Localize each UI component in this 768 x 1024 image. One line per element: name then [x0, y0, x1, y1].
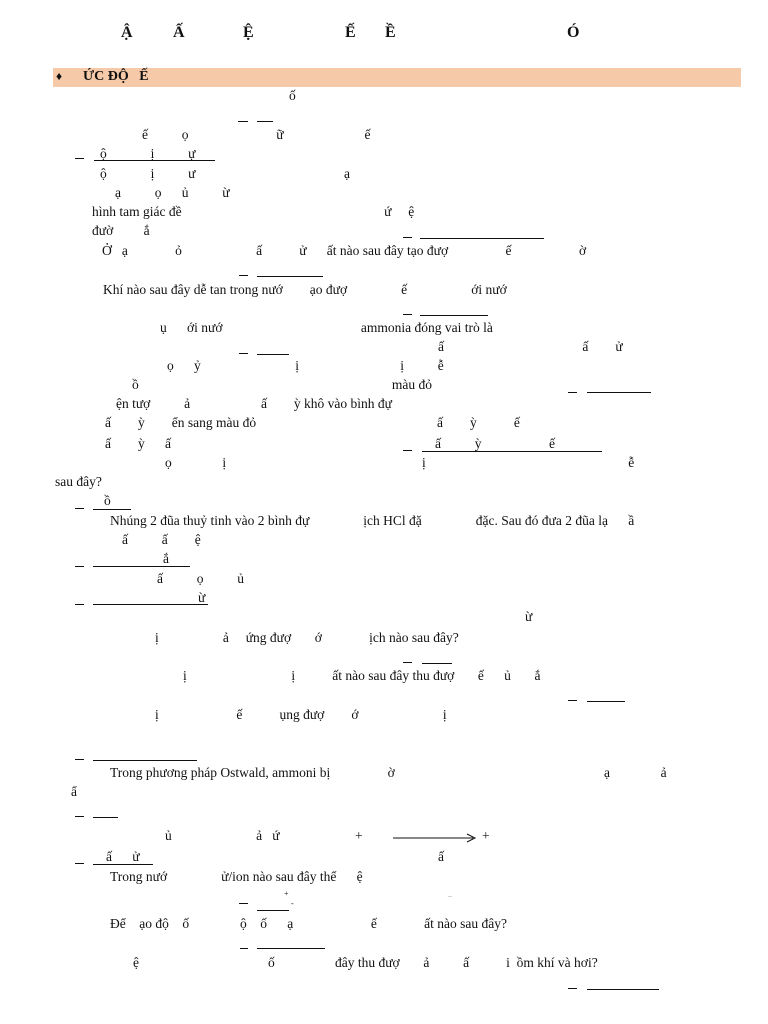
answer-underline	[93, 760, 197, 761]
text-line: Trong nướ ử/ion nào sau đây thể ệ	[110, 869, 363, 884]
answer-underline	[257, 910, 289, 911]
text-line: ẩ	[71, 784, 77, 799]
text-line: đây thu đượ ả ấ i ồm khí và hơi?	[335, 955, 598, 970]
text-line: sau đây?	[55, 474, 102, 489]
title-fragment-1: Ậ	[121, 24, 133, 41]
title-fragment-5: Ề	[385, 24, 396, 41]
answer-dash	[239, 353, 248, 354]
text-line: ấ ỳ ế	[435, 436, 555, 451]
text-line: ủ ả ứ	[165, 828, 280, 843]
answer-dash	[403, 450, 412, 451]
text-line: ấ ỳ ế	[437, 415, 520, 430]
text-line: ọ ị	[165, 455, 227, 470]
text-line: ấ ỳ ấ	[105, 436, 171, 451]
text-line: ộ ị ự	[100, 146, 196, 161]
text-line: ố	[289, 88, 296, 103]
text-line: ắ	[163, 551, 169, 566]
text-line: ừ	[198, 590, 206, 605]
text-line: ộ ị ư ạ	[100, 166, 350, 181]
text-line: ố	[268, 955, 275, 970]
text-line: Trong phương pháp Ostwald, ammoni bị ờ ạ ả	[110, 765, 667, 780]
text-line: ện tượ ả ấ ỳ khô vào bình đự	[116, 396, 392, 411]
underline	[238, 121, 248, 122]
text-line: ế ọ ữ ế	[142, 127, 371, 142]
text-line: ệ	[133, 955, 139, 970]
superscript-mark: -	[291, 899, 294, 908]
answer-dash	[75, 566, 84, 567]
answer-underline	[587, 701, 625, 702]
text-line: ấ ử	[106, 849, 140, 864]
text-line: +	[355, 828, 363, 843]
diamond-bullet-icon: ♦	[56, 69, 63, 83]
superscript-mark: _	[448, 889, 452, 898]
answer-dash	[568, 700, 577, 701]
text-line: hình tam giác đề ứ ệ	[92, 204, 415, 219]
answer-underline	[587, 392, 651, 393]
text-line: ị ị ất nào sau đây thu đượ ế ủ ắ	[183, 668, 541, 683]
answer-underline	[93, 566, 190, 567]
answer-underline	[420, 315, 488, 316]
answer-dash	[403, 314, 412, 315]
text-line: ộ ố ạ ế ất nào sau đây?	[240, 916, 507, 931]
text-line: ấ ấ ử	[438, 339, 623, 354]
superscript-mark: +	[284, 889, 289, 898]
text-line: Nhúng 2 đũa thuỷ tinh vào 2 bình đự ịch HCl đặ đặc. Sau đó đưa 2 đũa lạ ầ	[110, 513, 635, 528]
answer-underline	[420, 238, 544, 239]
section-header	[53, 68, 741, 87]
text-line: đườ ắ	[92, 223, 150, 238]
text-line: Ở ạ ỏ ấ ử ất nào sau đây tạo đượ ế ờ	[102, 243, 587, 258]
title-fragment-6: Ó	[567, 24, 580, 41]
answer-underline	[257, 276, 323, 277]
section-label: ỨC ĐỘ Ế	[83, 69, 149, 84]
answer-dash	[568, 392, 577, 393]
text-line: ấ ỳ ển sang màu đỏ	[105, 415, 257, 430]
answer-dash	[75, 604, 84, 605]
title-fragment-2: Ấ	[173, 24, 185, 41]
answer-dash	[75, 816, 84, 817]
answer-dash	[239, 275, 248, 276]
answer-underline	[93, 604, 208, 605]
answer-underline	[257, 354, 289, 355]
text-line: ị ả ứng đượ ớ ịch nào sau đây?	[155, 630, 459, 645]
answer-dash	[403, 237, 412, 238]
text-line: ồ	[104, 493, 111, 508]
answer-underline	[240, 948, 248, 949]
answer-underline	[257, 948, 325, 949]
right-arrow-icon	[393, 833, 477, 843]
text-line: Khí nào sau đây dễ tan trong nướ ạo đượ ế ới nướ	[103, 282, 507, 297]
answer-underline	[587, 989, 659, 990]
answer-dash	[75, 158, 84, 159]
answer-dash	[568, 988, 577, 989]
answer-dash	[75, 508, 84, 509]
text-line: +	[482, 828, 490, 843]
text-line: ụ ới nướ ammonia đóng vai trò là	[160, 320, 493, 335]
text-line: ị ễ	[422, 455, 635, 470]
answer-dash	[403, 662, 412, 663]
text-line: ị ế ụng đượ ớ ị	[155, 707, 447, 722]
text-line: ấ ọ ủ	[157, 571, 244, 586]
answer-dash	[75, 759, 84, 760]
text-line: ồ màu đỏ	[132, 377, 432, 392]
text-line: ấ	[438, 849, 444, 864]
answer-underline	[93, 509, 131, 510]
text-line: Để ạo độ ố	[110, 916, 190, 931]
title-fragment-4: Ế	[345, 24, 356, 41]
title-fragment-3: Ệ	[243, 24, 254, 41]
text-line: ọ ỷ ị ị ễ	[167, 358, 444, 373]
answer-underline	[422, 663, 452, 664]
answer-underline	[93, 817, 118, 818]
text-line: ấ ấ ệ	[122, 532, 201, 547]
text-line: ừ	[525, 609, 533, 624]
answer-dash	[75, 863, 84, 864]
text-line: ạ ọ ủ ừ	[115, 185, 230, 200]
underline	[257, 121, 273, 122]
answer-dash	[239, 903, 248, 904]
